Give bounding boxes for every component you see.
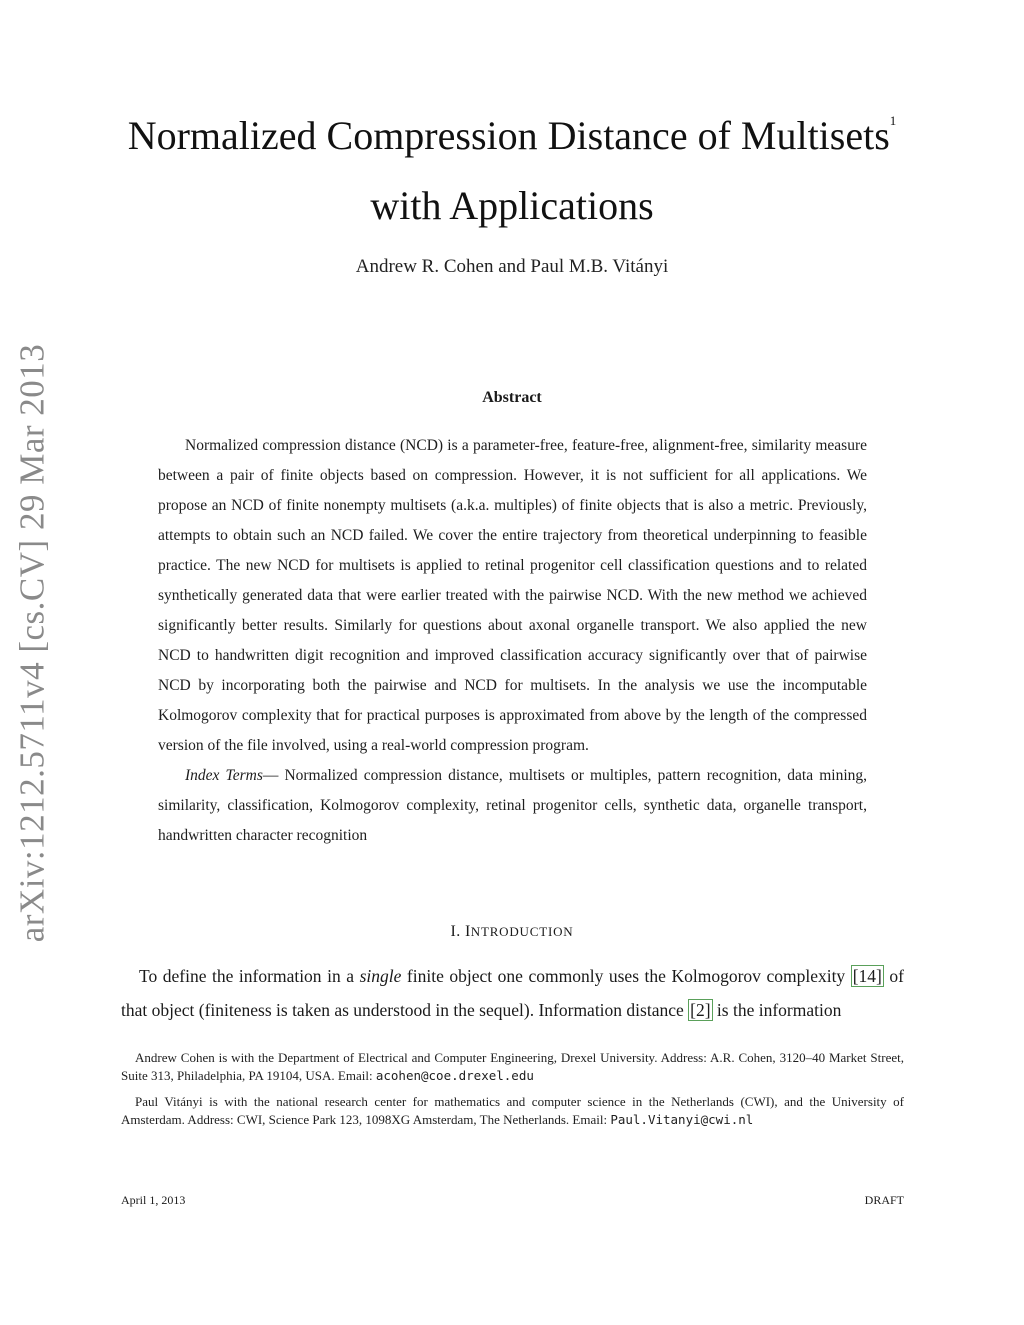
index-terms-label: Index Terms — [185, 767, 263, 784]
footnote-vitanyi — [121, 1093, 904, 1129]
abstract-text: Normalized compression distance (NCD) is a parameter-free, feature-free, alignment-free, similarity measure between a pair of finite objects based on compression. However, it is not sufficient for all applications. We propose an NCD of finite nonempty multisets (a.k.a. multiples) of finite objects that is also a metric. Previously, attempts to obtain such an NCD failed. We cover the entire trajectory from theoretical underpinning to feasible practice. The new NCD for multisets is applied to retinal progenitor cell classification questions and to related synthetically generated data that were earlier treated with the pairwise NCD. With the new method we achieved significantly better results. Similarly for questions about axonal organelle transport. We also applied the new NCD to handwritten digit recognition and improved classification accuracy significantly over that of pairwise NCD by incorporating both the pairwise and NCD for multisets. In the analysis we use the incomputable Kolmogorov complexity that for practical purposes is approximated from above by the length of the compressed version of the file involved, using a real-world compression program. — [158, 437, 867, 754]
author-footnotes — [121, 1049, 904, 1137]
intro-text-2: finite object one commonly uses the Kolmogorov complexity — [401, 966, 851, 986]
citation-link-14[interactable]: [14] — [852, 966, 882, 986]
footer-date: April 1, 2013 — [121, 1193, 186, 1207]
citation-link-2[interactable]: [2] — [690, 1000, 711, 1020]
index-terms — [158, 761, 867, 851]
arxiv-identifier-stamp — [8, 343, 56, 942]
email-cohen-link[interactable]: acohen@coe.drexel.edu — [375, 1068, 534, 1083]
section-number: I. — [450, 923, 466, 940]
intro-text-3: of that object (finiteness is taken as understood in the sequel). Information distance — [121, 966, 904, 1020]
index-terms-text: Normalized compression distance, multisets or multiples, pattern recognition, data mining, similarity, classification, Kolmogorov complexity, retinal progenitor cells, synthetic data, organelle transport, handwritten character recognition — [158, 767, 868, 844]
arxiv-identifier-text: arXiv:1212.5711v4 [cs.CV] 29 Mar 2013 — [12, 343, 52, 942]
authors: Andrew R. Cohen and Paul M.B. Vitányi — [355, 256, 669, 277]
intro-text-4: is the information — [712, 1000, 842, 1020]
email-vitanyi-link[interactable]: Paul.Vitanyi@cwi.nl — [610, 1112, 754, 1127]
introduction-body — [121, 959, 904, 1027]
abstract-body — [158, 431, 867, 851]
intro-paragraph — [121, 959, 904, 1027]
title-text: Normalized Compression Distance of Multisets — [127, 113, 890, 158]
index-terms-dash: — — [262, 767, 279, 784]
paper-title-line-1 — [0, 113, 1024, 158]
section-title-rest: NTRODUCTION — [470, 924, 574, 939]
intro-emphasis: single — [359, 966, 402, 986]
title-footnote-mark[interactable]: 1 — [889, 113, 897, 128]
abstract-heading: Abstract — [482, 389, 542, 406]
footnote-cohen — [121, 1049, 904, 1085]
section-title-initial: I — [465, 923, 471, 940]
footnote-cohen-text: Andrew Cohen is with the Department of Electrical and Computer Engineering, Drexel University. Address: A.R. Cohen, 3120–40 Market Street, Suite 313, Philadelphia, PA 19104, USA. Email: — [121, 1050, 904, 1083]
footnote-vitanyi-text: Paul Vitányi is with the national research center for mathematics and computer science in the Netherlands (CWI), and the University of Amsterdam. Address: CWI, Science Park 123, 1098XG Amsterdam, The Netherlands. Email: — [121, 1094, 904, 1127]
intro-text-1: To define the information in a — [139, 966, 360, 986]
page-footer — [121, 1193, 904, 1208]
section-heading-introduction — [0, 923, 1024, 941]
footer-draft-status: DRAFT — [864, 1193, 904, 1207]
paper-title-line-2: with Applications — [370, 183, 654, 228]
